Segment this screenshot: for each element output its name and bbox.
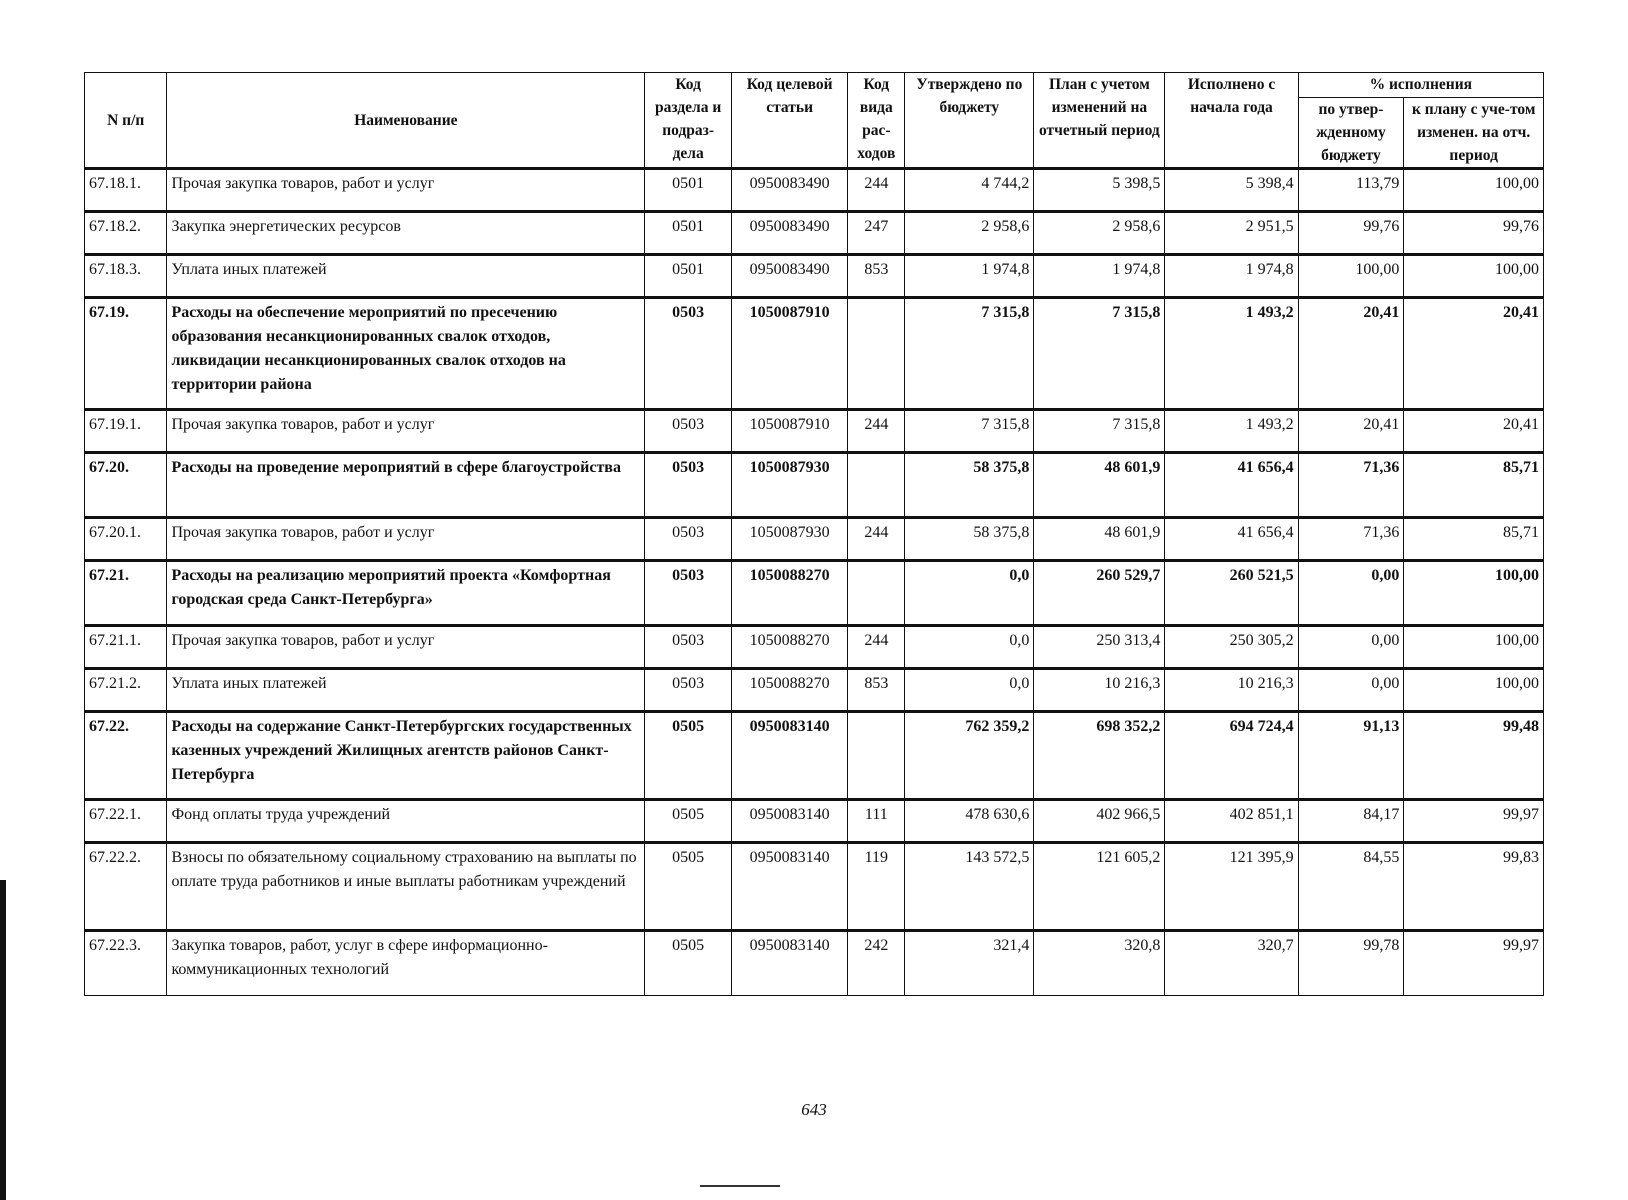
row-kind: 242	[848, 931, 905, 996]
row-pct-plan: 100,00	[1404, 169, 1544, 212]
header-pct-approved: по утвер-жденному бюджету	[1298, 98, 1404, 169]
row-pct-approved: 71,36	[1298, 453, 1404, 518]
row-section: 0503	[645, 410, 732, 453]
row-pct-approved: 0,00	[1298, 669, 1404, 712]
budget-execution-table	[84, 72, 1544, 996]
row-section: 0501	[645, 169, 732, 212]
row-plan: 48 601,9	[1034, 453, 1165, 518]
row-pct-approved: 91,13	[1298, 712, 1404, 800]
table-row	[85, 669, 1544, 712]
row-num: 67.19.1.	[85, 410, 167, 453]
row-section: 0505	[645, 843, 732, 931]
row-kind: 119	[848, 843, 905, 931]
row-section: 0501	[645, 255, 732, 298]
row-executed: 1 974,8	[1165, 255, 1298, 298]
row-target: 0950083490	[732, 212, 848, 255]
row-plan: 698 352,2	[1034, 712, 1165, 800]
table-row-section	[85, 453, 1544, 518]
row-section: 0505	[645, 800, 732, 843]
row-plan: 7 315,8	[1034, 410, 1165, 453]
row-target: 1050088270	[732, 626, 848, 669]
row-name: Уплата иных платежей	[167, 669, 645, 712]
row-pct-plan: 20,41	[1404, 410, 1544, 453]
row-approved: 58 375,8	[905, 518, 1034, 561]
row-section: 0503	[645, 626, 732, 669]
row-kind	[848, 561, 905, 626]
table-row	[85, 212, 1544, 255]
row-approved: 58 375,8	[905, 453, 1034, 518]
row-approved: 478 630,6	[905, 800, 1034, 843]
row-pct-plan: 99,76	[1404, 212, 1544, 255]
row-target: 0950083490	[732, 169, 848, 212]
row-pct-plan: 100,00	[1404, 626, 1544, 669]
row-name: Уплата иных платежей	[167, 255, 645, 298]
row-pct-approved: 20,41	[1298, 410, 1404, 453]
row-num: 67.22.1.	[85, 800, 167, 843]
row-approved: 321,4	[905, 931, 1034, 996]
row-kind: 244	[848, 169, 905, 212]
row-target: 1050087910	[732, 410, 848, 453]
row-pct-plan: 99,83	[1404, 843, 1544, 931]
table-row	[85, 169, 1544, 212]
header-target-code: Код целевой статьи	[732, 73, 848, 169]
row-pct-plan: 100,00	[1404, 669, 1544, 712]
table-body	[85, 169, 1544, 996]
row-num: 67.22.2.	[85, 843, 167, 931]
row-pct-approved: 100,00	[1298, 255, 1404, 298]
row-pct-approved: 0,00	[1298, 561, 1404, 626]
table-row	[85, 626, 1544, 669]
row-num: 67.22.3.	[85, 931, 167, 996]
row-plan: 10 216,3	[1034, 669, 1165, 712]
row-executed: 1 493,2	[1165, 298, 1298, 410]
row-pct-plan: 99,97	[1404, 800, 1544, 843]
row-target: 0950083140	[732, 843, 848, 931]
row-section: 0505	[645, 931, 732, 996]
row-pct-approved: 99,78	[1298, 931, 1404, 996]
header-expense-code: Код вида рас-ходов	[848, 73, 905, 169]
row-target: 1050087910	[732, 298, 848, 410]
row-plan: 1 974,8	[1034, 255, 1165, 298]
row-plan: 7 315,8	[1034, 298, 1165, 410]
row-target: 1050088270	[732, 669, 848, 712]
row-pct-approved: 20,41	[1298, 298, 1404, 410]
row-pct-plan: 99,48	[1404, 712, 1544, 800]
row-kind: 244	[848, 518, 905, 561]
row-pct-approved: 113,79	[1298, 169, 1404, 212]
row-executed: 41 656,4	[1165, 518, 1298, 561]
row-section: 0503	[645, 669, 732, 712]
row-pct-approved: 99,76	[1298, 212, 1404, 255]
row-num: 67.22.	[85, 712, 167, 800]
header-name: Наименование	[167, 73, 645, 169]
row-name: Прочая закупка товаров, работ и услуг	[167, 518, 645, 561]
header-pct-plan: к плану с уче-том изменен. на отч. период	[1404, 98, 1544, 169]
row-name: Прочая закупка товаров, работ и услуг	[167, 626, 645, 669]
row-num: 67.19.	[85, 298, 167, 410]
row-approved: 0,0	[905, 626, 1034, 669]
row-approved: 4 744,2	[905, 169, 1034, 212]
row-name: Закупка энергетических ресурсов	[167, 212, 645, 255]
row-plan: 402 966,5	[1034, 800, 1165, 843]
row-kind	[848, 712, 905, 800]
row-name: Расходы на содержание Санкт-Петербургских государственных казенных учреждений Жилищных агентств районов Санкт-Петербурга	[167, 712, 645, 800]
row-executed: 694 724,4	[1165, 712, 1298, 800]
row-executed: 402 851,1	[1165, 800, 1298, 843]
row-target: 1050088270	[732, 561, 848, 626]
row-name: Взносы по обязательному социальному страхованию на выплаты по оплате труда работников и иные выплаты работникам учреждений	[167, 843, 645, 931]
row-name: Расходы на обеспечение мероприятий по пресечению образования несанкционированных свалок отходов, ликвидации несанкционированных свалок отходов на территории района	[167, 298, 645, 410]
scan-edge-shadow	[0, 880, 6, 1200]
row-num: 67.21.1.	[85, 626, 167, 669]
table-row-section	[85, 298, 1544, 410]
row-executed: 1 493,2	[1165, 410, 1298, 453]
row-name: Расходы на проведение мероприятий в сфере благоустройства	[167, 453, 645, 518]
row-approved: 143 572,5	[905, 843, 1034, 931]
row-target: 0950083490	[732, 255, 848, 298]
row-executed: 41 656,4	[1165, 453, 1298, 518]
row-section: 0503	[645, 518, 732, 561]
header-plan: План с учетом изменений на отчетный период	[1034, 73, 1165, 169]
row-plan: 5 398,5	[1034, 169, 1165, 212]
row-num: 67.20.1.	[85, 518, 167, 561]
row-kind: 853	[848, 669, 905, 712]
table-row-section	[85, 561, 1544, 626]
row-pct-approved: 84,55	[1298, 843, 1404, 931]
row-target: 0950083140	[732, 712, 848, 800]
header-num: N п/п	[85, 73, 167, 169]
row-approved: 0,0	[905, 561, 1034, 626]
row-approved: 2 958,6	[905, 212, 1034, 255]
table-row	[85, 931, 1544, 996]
row-name: Фонд оплаты труда учреждений	[167, 800, 645, 843]
header-percent-group: % исполнения	[1298, 73, 1543, 98]
row-name: Закупка товаров, работ, услуг в сфере информационно-коммуникационных технологий	[167, 931, 645, 996]
row-plan: 2 958,6	[1034, 212, 1165, 255]
row-executed: 250 305,2	[1165, 626, 1298, 669]
row-name: Прочая закупка товаров, работ и услуг	[167, 169, 645, 212]
table-row	[85, 410, 1544, 453]
row-plan: 320,8	[1034, 931, 1165, 996]
row-plan: 260 529,7	[1034, 561, 1165, 626]
row-executed: 5 398,4	[1165, 169, 1298, 212]
row-num: 67.21.	[85, 561, 167, 626]
row-target: 1050087930	[732, 518, 848, 561]
row-approved: 7 315,8	[905, 298, 1034, 410]
row-executed: 320,7	[1165, 931, 1298, 996]
row-executed: 260 521,5	[1165, 561, 1298, 626]
row-num: 67.18.1.	[85, 169, 167, 212]
row-kind: 244	[848, 410, 905, 453]
table-row	[85, 255, 1544, 298]
header-approved: Утверждено по бюджету	[905, 73, 1034, 169]
row-section: 0501	[645, 212, 732, 255]
row-section: 0503	[645, 561, 732, 626]
table-row	[85, 518, 1544, 561]
row-approved: 7 315,8	[905, 410, 1034, 453]
row-approved: 1 974,8	[905, 255, 1034, 298]
row-kind	[848, 298, 905, 410]
row-executed: 10 216,3	[1165, 669, 1298, 712]
row-kind	[848, 453, 905, 518]
row-approved: 0,0	[905, 669, 1034, 712]
row-kind: 247	[848, 212, 905, 255]
row-plan: 121 605,2	[1034, 843, 1165, 931]
row-kind: 244	[848, 626, 905, 669]
row-section: 0505	[645, 712, 732, 800]
row-plan: 48 601,9	[1034, 518, 1165, 561]
header-executed: Исполнено с начала года	[1165, 73, 1298, 169]
row-num: 67.18.3.	[85, 255, 167, 298]
row-target: 0950083140	[732, 931, 848, 996]
table-row	[85, 800, 1544, 843]
table-row	[85, 843, 1544, 931]
row-pct-approved: 71,36	[1298, 518, 1404, 561]
row-plan: 250 313,4	[1034, 626, 1165, 669]
row-num: 67.18.2.	[85, 212, 167, 255]
row-section: 0503	[645, 298, 732, 410]
row-pct-plan: 20,41	[1404, 298, 1544, 410]
row-target: 0950083140	[732, 800, 848, 843]
row-executed: 2 951,5	[1165, 212, 1298, 255]
row-kind: 111	[848, 800, 905, 843]
row-target: 1050087930	[732, 453, 848, 518]
row-pct-plan: 85,71	[1404, 453, 1544, 518]
row-approved: 762 359,2	[905, 712, 1034, 800]
page-number: 643	[801, 1100, 827, 1119]
row-executed: 121 395,9	[1165, 843, 1298, 931]
row-num: 67.21.2.	[85, 669, 167, 712]
row-name: Прочая закупка товаров, работ и услуг	[167, 410, 645, 453]
table-row-section	[85, 712, 1544, 800]
row-pct-plan: 100,00	[1404, 255, 1544, 298]
table-header	[85, 73, 1544, 169]
footer-rule	[700, 1185, 780, 1187]
row-name: Расходы на реализацию мероприятий проекта «Комфортная городская среда Санкт-Петербурга»	[167, 561, 645, 626]
row-pct-plan: 99,97	[1404, 931, 1544, 996]
row-kind: 853	[848, 255, 905, 298]
row-section: 0503	[645, 453, 732, 518]
header-section-code: Код раздела и подраз-дела	[645, 73, 732, 169]
row-num: 67.20.	[85, 453, 167, 518]
row-pct-approved: 84,17	[1298, 800, 1404, 843]
row-pct-plan: 85,71	[1404, 518, 1544, 561]
row-pct-approved: 0,00	[1298, 626, 1404, 669]
row-pct-plan: 100,00	[1404, 561, 1544, 626]
